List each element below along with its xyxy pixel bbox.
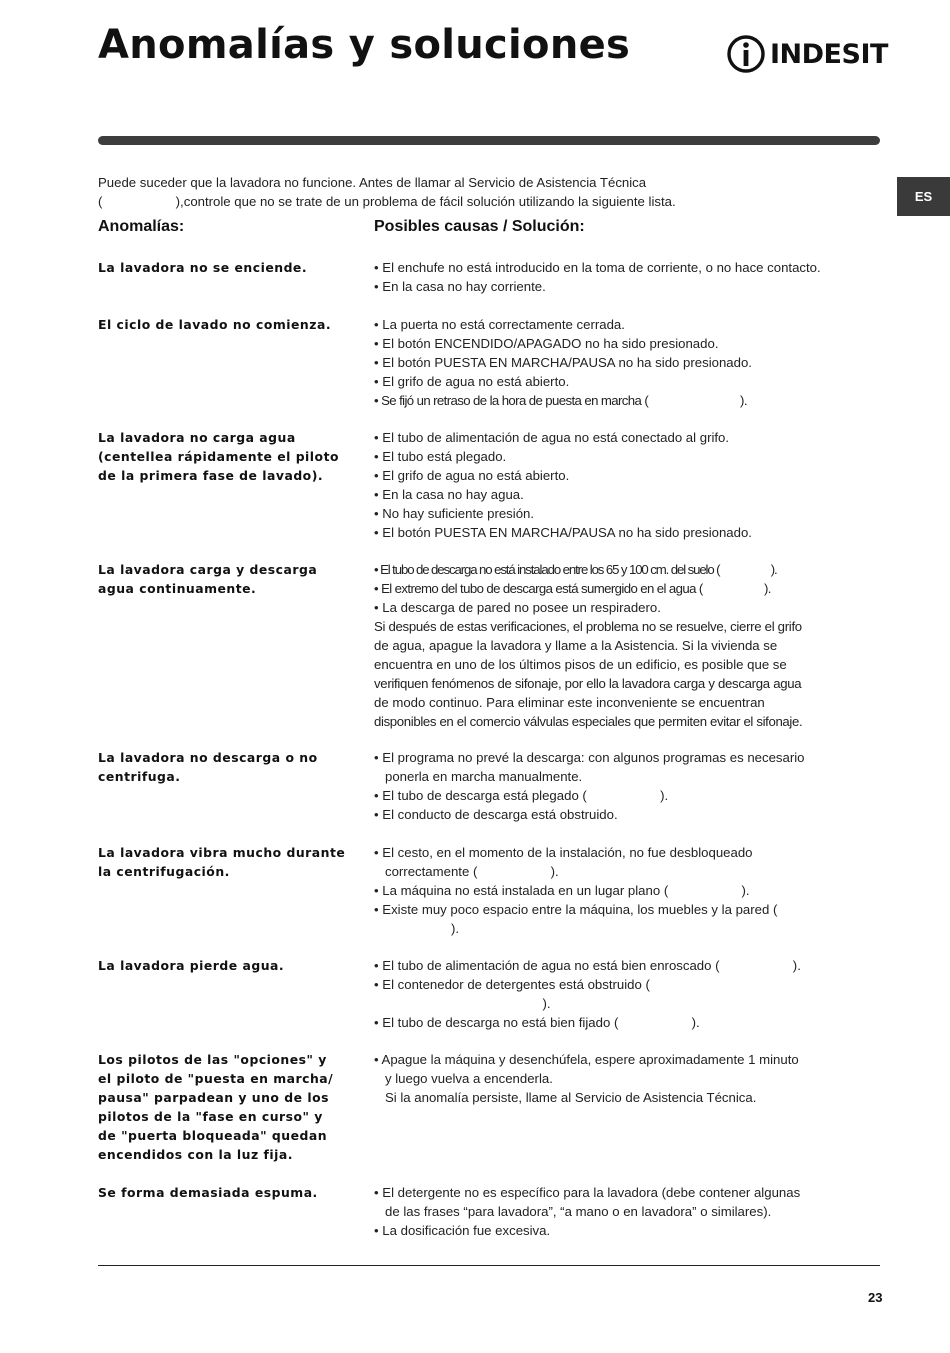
- solution-list: [374, 748, 884, 824]
- solution-line: ).: [374, 921, 459, 936]
- solution-line: • La descarga de pared no posee un respiradero.: [374, 600, 661, 615]
- solution-line: • El botón PUESTA EN MARCHA/PAUSA no ha sido presionado.: [374, 525, 752, 540]
- solution-line: • El tubo está plegado.: [374, 449, 507, 464]
- solution-line: • En la casa no hay agua.: [374, 487, 524, 502]
- problem-text: [98, 560, 364, 598]
- solution-list: [374, 428, 884, 542]
- solution-line: • El tubo de descarga no está instalado entre los 65 y 100 cm. del suelo ( ).: [374, 562, 777, 577]
- problem-line: de la primera fase de lavado).: [98, 468, 324, 483]
- solution-list: [374, 1050, 884, 1107]
- solution-line: • La máquina no está instalada en un lugar plano ( ).: [374, 883, 750, 898]
- solution-line: Si después de estas verificaciones, el problema no se resuelve, cierre el grifo: [374, 619, 802, 634]
- solution-line: encuentra en uno de los últimos pisos de un edificio, es posible que se: [374, 657, 787, 672]
- footer-divider: [98, 1265, 880, 1266]
- solution-line: • El detergente no es específico para la lavadora (debe contener algunas: [374, 1185, 801, 1200]
- problem-line: La lavadora carga y descarga: [98, 562, 318, 577]
- solution-list: [374, 315, 884, 410]
- problem-line: Se forma demasiada espuma.: [98, 1185, 318, 1200]
- solution-list: [374, 560, 884, 731]
- problem-line: agua continuamente.: [98, 581, 257, 596]
- solution-line: • El programa no prevé la descarga: con algunos programas es necesario: [374, 750, 805, 765]
- solution-line: de modo continuo. Para eliminar este inconveniente se encuentran: [374, 695, 765, 710]
- column-heading-anomalies: Anomalías:: [98, 218, 185, 235]
- solution-line: verifiquen fenómenos de sifonaje, por ello la lavadora carga y descarga agua: [374, 676, 802, 691]
- solution-line: disponibles en el comercio válvulas especiales que permiten evitar el sifonaje.: [374, 714, 803, 729]
- solution-line: • El tubo de alimentación de agua no está bien enroscado ( ).: [374, 958, 801, 973]
- problem-line: La lavadora no carga agua: [98, 430, 296, 445]
- solution-list: [374, 1183, 884, 1240]
- solution-line: • El botón PUESTA EN MARCHA/PAUSA no ha sido presionado.: [374, 355, 752, 370]
- problem-line: El ciclo de lavado no comienza.: [98, 317, 332, 332]
- problem-line: Los pilotos de las "opciones" y: [98, 1052, 327, 1067]
- problem-text: [98, 1050, 364, 1164]
- solution-line: de las frases “para lavadora”, “a mano o en lavadora” o similares).: [374, 1204, 772, 1219]
- solution-list: [374, 843, 884, 938]
- solution-list: [374, 258, 884, 296]
- solution-line: • El tubo de descarga no está bien fijado ( ).: [374, 1015, 700, 1030]
- problem-text: [98, 843, 364, 881]
- problem-text: [98, 315, 364, 334]
- brand-logo: [726, 34, 888, 74]
- problem-line: La lavadora vibra mucho durante: [98, 845, 346, 860]
- brand-name: INDESIT: [770, 38, 888, 70]
- solution-line: • No hay suficiente presión.: [374, 506, 535, 521]
- solution-list: [374, 956, 884, 1032]
- problem-line: el piloto de "puesta en marcha/: [98, 1071, 334, 1086]
- header-divider: [98, 136, 880, 145]
- indesit-i-icon: [726, 34, 766, 74]
- solution-line: • El cesto, en el momento de la instalación, no fue desbloqueado: [374, 845, 753, 860]
- solution-line: • El tubo de descarga está plegado ( ).: [374, 788, 669, 803]
- intro-text: [98, 173, 798, 211]
- problem-text: [98, 258, 364, 277]
- problem-text: [98, 956, 364, 975]
- language-tab: ES: [897, 177, 950, 216]
- solution-line: y luego vuelva a encenderla.: [374, 1071, 553, 1086]
- solution-line: • El enchufe no está introducido en la toma de corriente, o no hace contacto.: [374, 260, 821, 275]
- problem-line: la centrifugación.: [98, 864, 230, 879]
- solution-line: • Se fijó un retraso de la hora de puesta en marcha ( ).: [374, 393, 747, 408]
- solution-line: • Apague la máquina y desenchúfela, espere aproximadamente 1 minuto: [374, 1052, 799, 1067]
- solution-line: ponerla en marcha manualmente.: [374, 769, 583, 784]
- problem-line: pausa" parpadean y uno de los: [98, 1090, 329, 1105]
- solution-line: correctamente ( ).: [374, 864, 559, 879]
- problem-line: La lavadora no descarga o no: [98, 750, 318, 765]
- problem-text: [98, 748, 364, 786]
- solution-line: • El grifo de agua no está abierto.: [374, 468, 570, 483]
- solution-line: • El tubo de alimentación de agua no está conectado al grifo.: [374, 430, 730, 445]
- problem-line: de "puerta bloqueada" quedan: [98, 1128, 328, 1143]
- solution-line: • El contenedor de detergentes está obstruido (: [374, 977, 650, 992]
- solution-line: • El extremo del tubo de descarga está sumergido en el agua ( ).: [374, 581, 771, 596]
- column-heading-solutions: Posibles causas / Solución:: [374, 218, 585, 235]
- page-number: 23: [868, 1290, 883, 1305]
- problem-line: La lavadora pierde agua.: [98, 958, 285, 973]
- intro-line: Puede suceder que la lavadora no funcione. Antes de llamar al Servicio de Asistencia Técnica: [98, 175, 647, 190]
- solution-line: • La puerta no está correctamente cerrada.: [374, 317, 625, 332]
- problem-line: centrifuga.: [98, 769, 181, 784]
- intro-line: ( ),controle que no se trate de un problema de fácil solución utilizando la siguiente lista.: [98, 194, 676, 209]
- problem-line: La lavadora no se enciende.: [98, 260, 308, 275]
- solution-line: • La dosificación fue excesiva.: [374, 1223, 551, 1238]
- solution-line: de agua, apague la lavadora y llame a la Asistencia. Si la vivienda se: [374, 638, 778, 653]
- page-title: Anomalías y soluciones: [98, 22, 631, 68]
- solution-line: • El botón ENCENDIDO/APAGADO no ha sido presionado.: [374, 336, 719, 351]
- problem-line: encendidos con la luz fija.: [98, 1147, 293, 1162]
- solution-line: • El grifo de agua no está abierto.: [374, 374, 570, 389]
- solution-line: • En la casa no hay corriente.: [374, 279, 546, 294]
- problem-text: [98, 1183, 364, 1202]
- solution-line: • Existe muy poco espacio entre la máquina, los muebles y la pared (: [374, 902, 778, 917]
- solution-line: • El conducto de descarga está obstruido.: [374, 807, 618, 822]
- problem-line: (centellea rápidamente el piloto: [98, 449, 340, 464]
- problem-text: [98, 428, 364, 485]
- problem-line: pilotos de la "fase en curso" y: [98, 1109, 323, 1124]
- solution-line: ).: [374, 996, 551, 1011]
- solution-line: Si la anomalía persiste, llame al Servicio de Asistencia Técnica.: [374, 1090, 757, 1105]
